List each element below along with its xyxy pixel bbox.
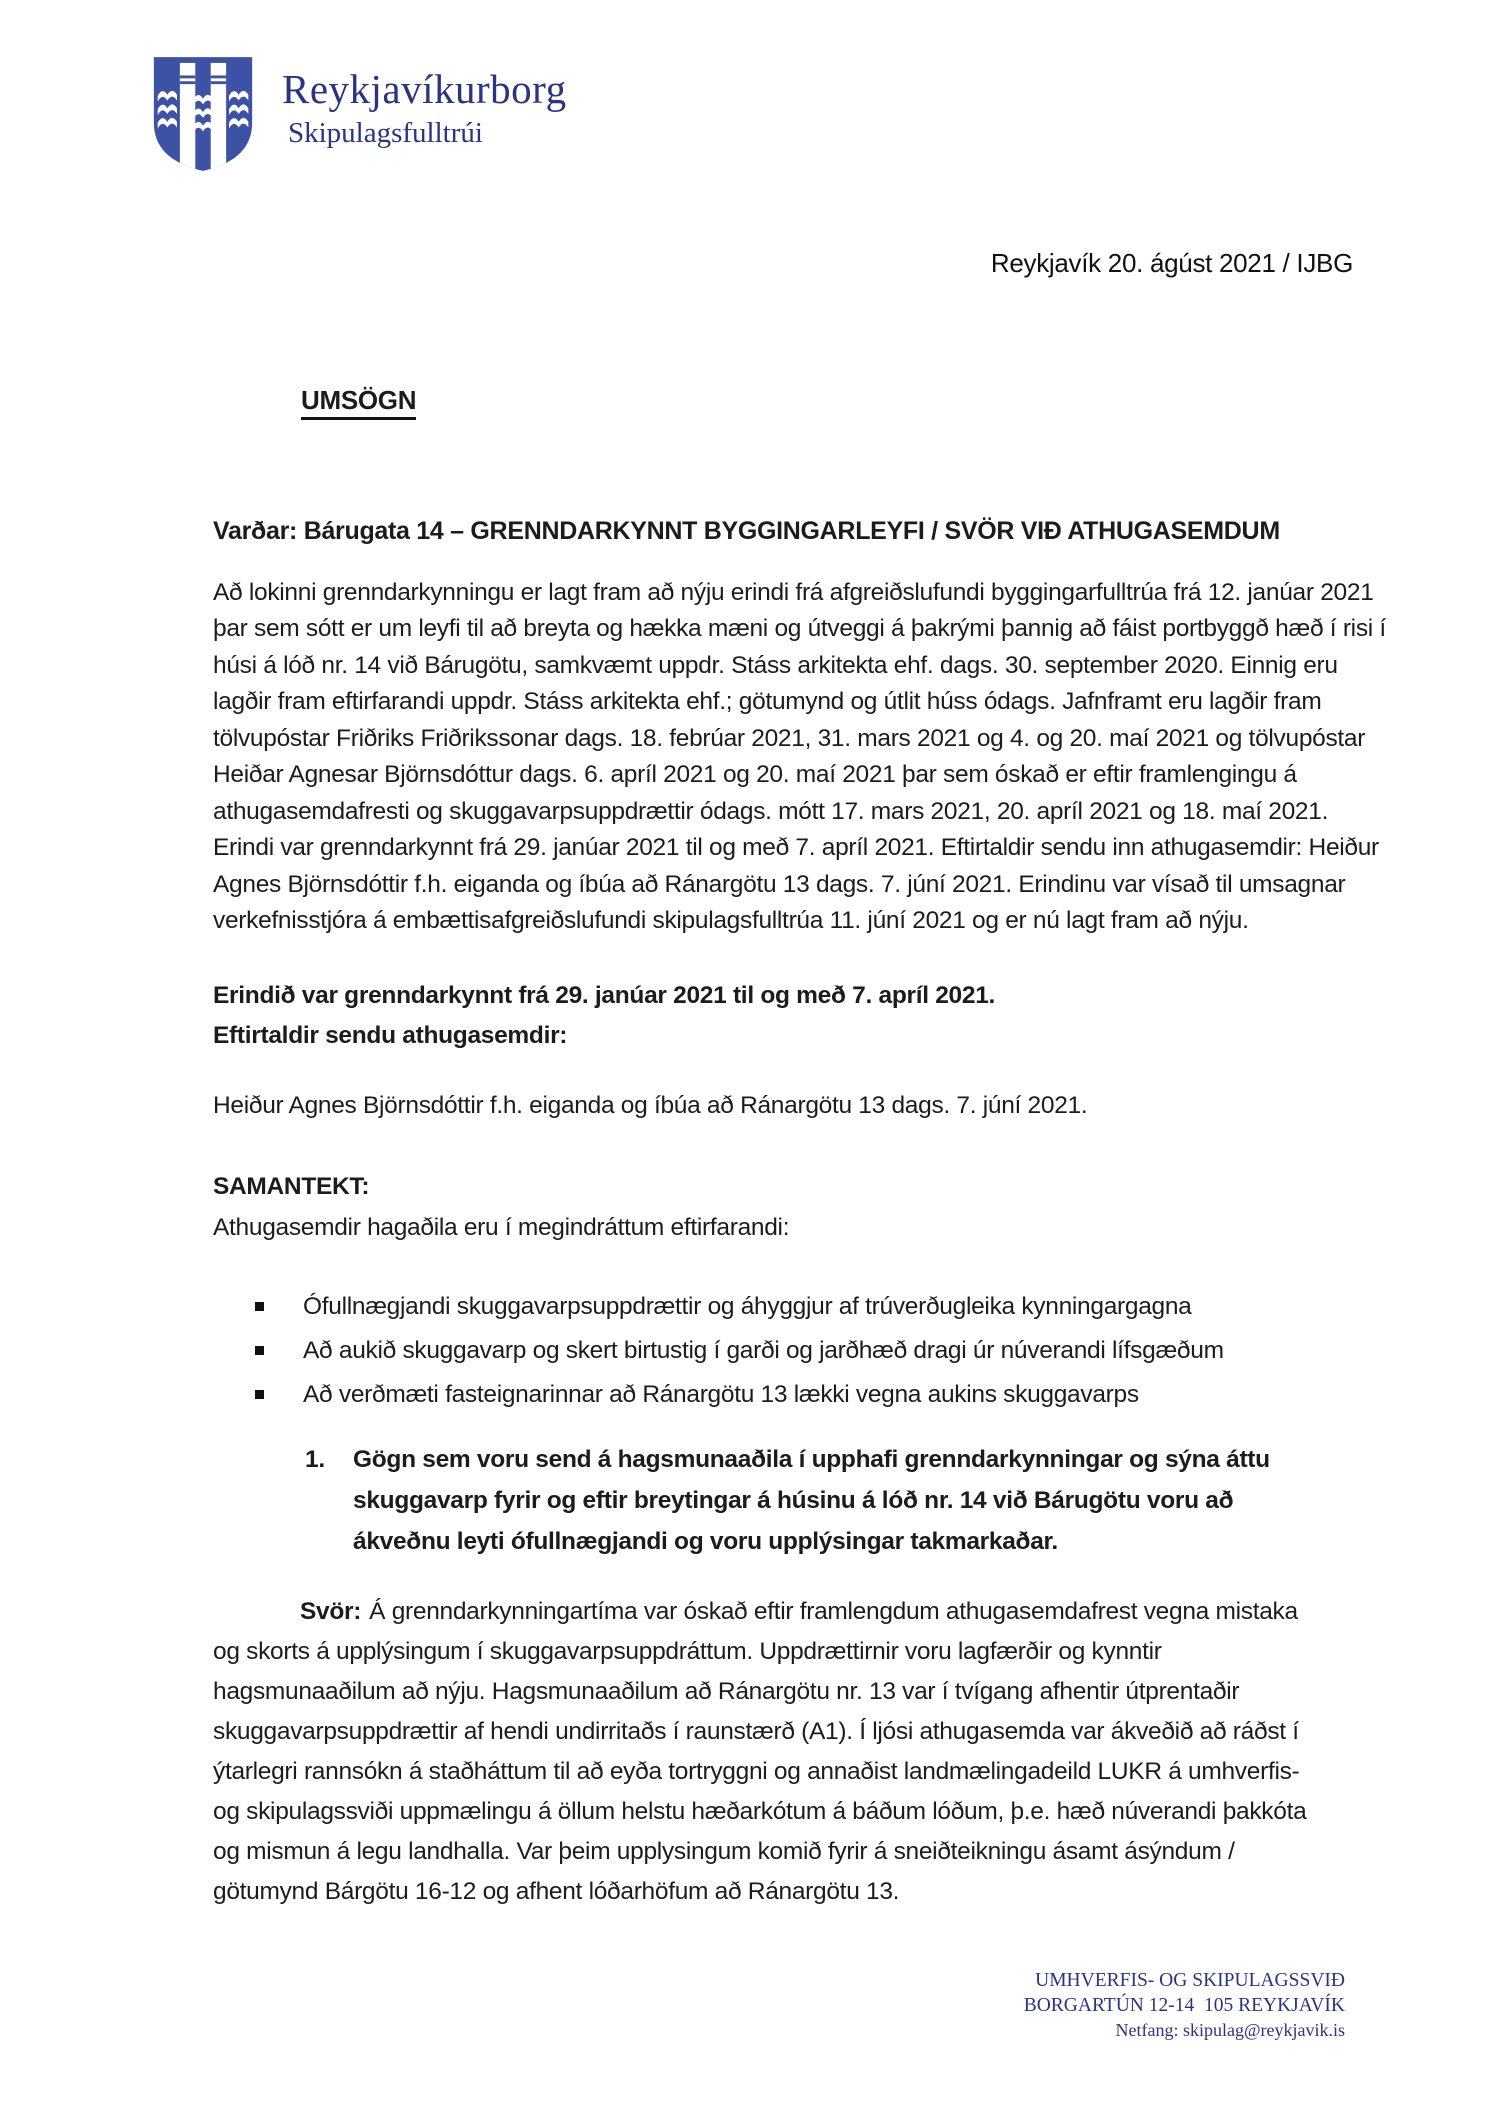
footer-email: Netfang: skipulag@reykjavik.is: [1115, 2020, 1345, 2040]
bullet-text: Ófullnægjandi skuggavarpsuppdrættir og áhyggjur af trúverðugleika kynningargagna: [303, 1293, 1192, 1320]
answer-text: Á grenndarkynningartíma var óskað eftir framlengdum athugasemdafrest vegna mistaka og skorts á upplýsingum í skuggavarpsuppdráttum. Uppdrættirnir voru lagfærðir og kynntir hagsmunaaðilum að nýju. Hagsmunaaðilum að Ránargötu nr. 13 var í tvígang afhentir útprentaðir skuggavarpsuppdrættir af hendi undirritaðs í raunstærð (A1). Í ljósi athugasemda var ákveðið að ráðst í ýtarlegri rannsókn á staðháttum til að eyða tortryggni og annaðist landmælingadeild LUKR á umhverfis- og skipulagssviði uppmælingu á öllum helstu hæðarkótum á báðum lóðum, þ.e. hæð núverandi þakkóta og mismun á legu landhalla. Var þeim upplysingum komið fyrir á sneiðteikningu ásamt ásýndum / götumynd Bárgötu 16-12 og afhent lóðarhöfum að Ránargötu 13.: [213, 1598, 1307, 1905]
org-name: Reykjavíkurborg: [282, 66, 567, 112]
list-item: [255, 1332, 1393, 1370]
item-text: Gögn sem voru send á hagsmunaaðila í upphafi grenndarkynningar og sýna áttu skuggavarp fyrir og eftir breytingar á húsinu á lóð nr. 14 við Bárugötu voru að ákveðnu leyti ófullnægjandi og voru upplýsingar takmarkaðar.: [353, 1446, 1270, 1555]
item-number: 1.: [305, 1446, 325, 1473]
bullet-text: Að aukið skuggavarp og skert birtustig í garði og jarðhæð dragi úr núverandi lífsgæðum: [303, 1337, 1224, 1364]
comment-bullet-list: [213, 1288, 1393, 1414]
square-bullet-icon: [255, 1302, 264, 1311]
subject-line: Varðar: Bárugata 14 – GRENNDARKYNNT BYGGINGARLEYFI / SVÖR VIÐ ATHUGASEMDUM: [213, 516, 1280, 545]
answer-label: Svör:: [300, 1598, 362, 1625]
list-item: [255, 1376, 1393, 1414]
intro-paragraph: Að lokinni grenndarkynningu er lagt fram að nýju erindi frá afgreiðslufundi byggingarfulltrúa frá 12. janúar 2021 þar sem sótt er um leyfi til að breyta og hækka mæni og útveggi á þakrými þannig að fáist portbyggð hæð í risi í húsi á lóð nr. 14 við Bárugötu, samkvæmt uppdr. Stáss arkitekta ehf. dags. 30. september 2020. Einnig eru lagðir fram eftirfarandi uppdr. Stáss arkitekta ehf.; götumynd og útlit húss ódags. Jafnframt eru lagðir fram tölvupóstar Friðriks Friðrikssonar dags. 18. febrúar 2021, 31. mars 2021 og 4. og 20. maí 2021 og tölvupóstar Heiðar Agnesar Björnsdóttur dags. 6. apríl 2021 og 20. maí 2021 þar sem óskað er eftir framlengingu á athugasemdafresti og skuggavarpsuppdrættir ódags. mótt 17. mars 2021, 20. apríl 2021 og 18. maí 2021. Erindi var grenndarkynnt frá 29. janúar 2021 til og með 7. apríl 2021. Eftirtaldir sendu inn athugasemdir: Heiður Agnes Björnsdóttir f.h. eiganda og íbúa að Ránargötu 13 dags. 7. júní 2021. Erindinu var vísað til umsagnar verkefnisstjóra á embættisafgreiðslufundi skipulagsfulltrúa 11. júní 2021 og er nú lagt fram að nýju.: [213, 578, 1386, 934]
footer-division: UMHVERFIS- OG SKIPULAGSSVIÐ: [1035, 1970, 1345, 1991]
doc-title: UMSÖGN: [301, 385, 416, 420]
consultation-period-line: Erindið var grenndarkynnt frá 29. janúar 2021 til og með 7. apríl 2021.: [213, 981, 996, 1009]
commenters-heading: Eftirtaldir sendu athugasemdir:: [213, 1021, 568, 1049]
consultation-period-note: [213, 976, 1393, 1056]
bullet-text: Að verðmæti fasteignarinnar að Ránargötu 13 lækki vegna aukins skuggavarps: [303, 1381, 1139, 1408]
numbered-comment-1: [305, 1439, 1320, 1562]
commenter-line: Heiður Agnes Björnsdóttir f.h. eiganda og íbúa að Ránargötu 13 dags. 7. júní 2021.: [213, 1091, 1088, 1119]
document-body: [213, 0, 1393, 1912]
footer-address: BORGARTÚN 12-14 105 REYKJAVÍK: [1023, 1995, 1345, 2016]
list-item: [255, 1288, 1393, 1326]
summary-intro: Athugasemdir hagaðila eru í megindráttum eftirfarandi:: [213, 1213, 790, 1241]
dept-name: Skipulagsfulltrúi: [288, 117, 483, 149]
square-bullet-icon: [255, 1346, 264, 1355]
summary-heading: SAMANTEKT:: [213, 1173, 370, 1200]
footer-address-block: [1024, 1968, 1345, 2043]
square-bullet-icon: [255, 1390, 264, 1399]
answer-paragraph: [213, 1592, 1318, 1912]
dateline: Reykjavík 20. ágúst 2021 / IJBG: [990, 248, 1353, 278]
